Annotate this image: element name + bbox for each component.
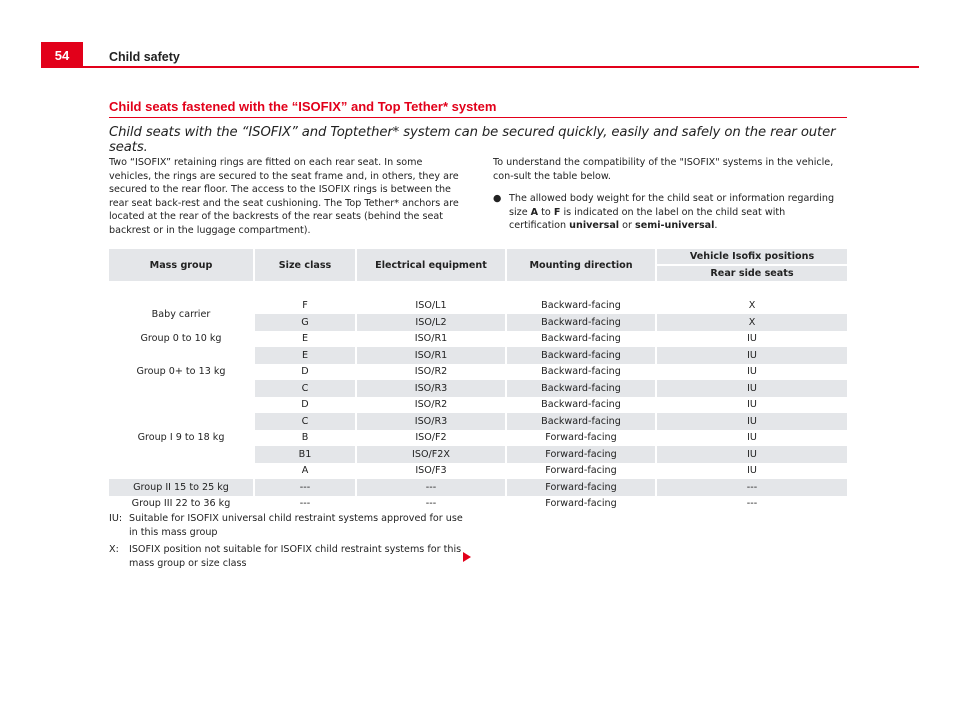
position-cell: IU bbox=[747, 366, 757, 378]
position-cell: --- bbox=[657, 479, 847, 496]
direction-cell: Backward-facing bbox=[507, 314, 657, 331]
direction-cell: Forward-facing bbox=[507, 430, 657, 447]
mass-group-cell: Baby carrier bbox=[109, 298, 255, 331]
direction-cell: Backward-facing bbox=[507, 380, 657, 397]
position-cell: IU bbox=[747, 432, 757, 444]
equipment-cell: ISO/L2 bbox=[357, 314, 507, 331]
table-row bbox=[109, 397, 847, 414]
direction-cell: Backward-facing bbox=[507, 413, 657, 430]
isofix-compatibility-table bbox=[109, 249, 847, 512]
equipment-cell: ISO/F2X bbox=[357, 446, 507, 463]
position-cell: IU bbox=[657, 413, 847, 430]
equipment-cell: ISO/R1 bbox=[357, 331, 507, 348]
position-cell: IU bbox=[657, 446, 847, 463]
direction-cell: Backward-facing bbox=[507, 364, 657, 381]
section-title: Child seats fastened with the “ISOFIX” and Top Tether* system bbox=[109, 99, 497, 114]
size-class-cell: C bbox=[255, 413, 357, 430]
header-rear-side-seats: Rear side seats bbox=[657, 264, 847, 281]
equipment-cell: --- bbox=[357, 496, 507, 513]
header-mounting-direction: Mounting direction bbox=[507, 249, 657, 281]
table-body bbox=[109, 281, 847, 512]
equipment-cell: ISO/F2 bbox=[357, 430, 507, 447]
equipment-cell: ISO/R2 bbox=[357, 397, 507, 414]
compatibility-note: To understand the compatibility of the "ISOFIX" systems in the vehicle, con-sult the table below. bbox=[493, 157, 834, 182]
size-class-cell: D bbox=[255, 364, 357, 381]
position-cell: IU bbox=[657, 380, 847, 397]
page-number: 54 bbox=[41, 42, 83, 68]
bullet-icon: ● bbox=[493, 193, 502, 205]
equipment-cell: --- bbox=[357, 479, 507, 496]
equipment-cell: ISO/R2 bbox=[357, 364, 507, 381]
header-electrical-equipment: Electrical equipment bbox=[357, 249, 507, 281]
direction-cell: Forward-facing bbox=[507, 446, 657, 463]
equipment-cell: ISO/F3 bbox=[357, 463, 507, 480]
mass-group-cell: Group III 22 to 36 kg bbox=[109, 496, 255, 513]
table-row bbox=[109, 298, 847, 315]
spacer-cell bbox=[109, 281, 847, 298]
position-cell: X bbox=[657, 314, 847, 331]
size-class-cell: G bbox=[255, 314, 357, 331]
table-row bbox=[109, 331, 847, 348]
direction-cell: Backward-facing bbox=[507, 298, 657, 315]
legend bbox=[109, 512, 469, 574]
mass-group-cell: Group II 15 to 25 kg bbox=[109, 479, 255, 496]
size-class-cell: --- bbox=[255, 479, 357, 496]
equipment-cell: ISO/L1 bbox=[357, 298, 507, 315]
table-row bbox=[109, 496, 847, 513]
section-divider bbox=[109, 117, 847, 118]
table-spacer bbox=[109, 281, 847, 298]
equipment-cell: ISO/R3 bbox=[357, 380, 507, 397]
right-column bbox=[493, 156, 845, 233]
legend-text: Suitable for ISOFIX universal child restraint systems approved for use in this mass group bbox=[129, 513, 463, 538]
header-vehicle-positions: Vehicle Isofix positions bbox=[657, 249, 847, 264]
position-cell: IU bbox=[747, 465, 757, 477]
section-intro: Child seats with the “ISOFIX” and Toptether* system can be secured quickly, easily and safely on the rear outer seats. bbox=[109, 125, 836, 155]
header-size-class: Size class bbox=[255, 249, 357, 281]
direction-cell: Backward-facing bbox=[507, 331, 657, 348]
bullet-text: The allowed body weight for the child seat or information regarding size A to F is indicated on the label on the child seat with certification universal or semi-universal. bbox=[509, 193, 835, 232]
table-row bbox=[109, 479, 847, 496]
size-class-cell: --- bbox=[255, 496, 357, 513]
direction-cell: Backward-facing bbox=[507, 347, 657, 364]
table-row bbox=[109, 347, 847, 364]
direction-cell: Forward-facing bbox=[507, 496, 657, 513]
equipment-cell: ISO/R3 bbox=[357, 413, 507, 430]
position-cell: IU bbox=[747, 399, 757, 411]
header-mass-group: Mass group bbox=[109, 249, 255, 281]
legend-item bbox=[109, 543, 469, 571]
size-class-cell: E bbox=[255, 331, 357, 348]
header-divider bbox=[41, 66, 919, 68]
direction-cell: Forward-facing bbox=[507, 463, 657, 480]
size-class-cell: A bbox=[255, 463, 357, 480]
size-class-cell: E bbox=[255, 347, 357, 364]
legend-item bbox=[109, 512, 469, 540]
left-column bbox=[109, 156, 461, 247]
size-class-cell: B1 bbox=[255, 446, 357, 463]
legend-key: X: bbox=[109, 544, 119, 555]
bullet-item bbox=[493, 192, 845, 233]
mass-group-cell: Group 0 to 10 kg bbox=[109, 331, 255, 348]
position-cell: X bbox=[748, 300, 756, 312]
direction-cell: Forward-facing bbox=[507, 479, 657, 496]
size-class-cell: F bbox=[255, 298, 357, 315]
mass-group-cell: Group I 9 to 18 kg bbox=[109, 397, 255, 480]
size-class-cell: D bbox=[255, 397, 357, 414]
position-cell: IU bbox=[747, 333, 757, 345]
continue-arrow-icon bbox=[463, 552, 471, 562]
direction-cell: Backward-facing bbox=[507, 397, 657, 414]
legend-text: ISOFIX position not suitable for ISOFIX child restraint systems for this mass group or size class bbox=[129, 544, 462, 569]
legend-key: IU: bbox=[109, 513, 123, 524]
equipment-cell: ISO/R1 bbox=[357, 347, 507, 364]
isofix-description: Two “ISOFIX” retaining rings are fitted on each rear seat. In some vehicles, the rings are secured to the seat frame and, in others, they are secured to the rear floor. The access to the ISOFIX rings is between the rear seat back-rest and the seat cushioning. The Top Tether* anchors are located at the rear of the backrests of the rear seats (behind the seat backrest or in the luggage compartment). bbox=[109, 157, 459, 236]
position-cell: --- bbox=[746, 498, 758, 510]
size-class-cell: B bbox=[255, 430, 357, 447]
position-cell: IU bbox=[657, 347, 847, 364]
mass-group-cell: Group 0+ to 13 kg bbox=[109, 347, 255, 397]
chapter-title: Child safety bbox=[109, 50, 180, 64]
size-class-cell: C bbox=[255, 380, 357, 397]
